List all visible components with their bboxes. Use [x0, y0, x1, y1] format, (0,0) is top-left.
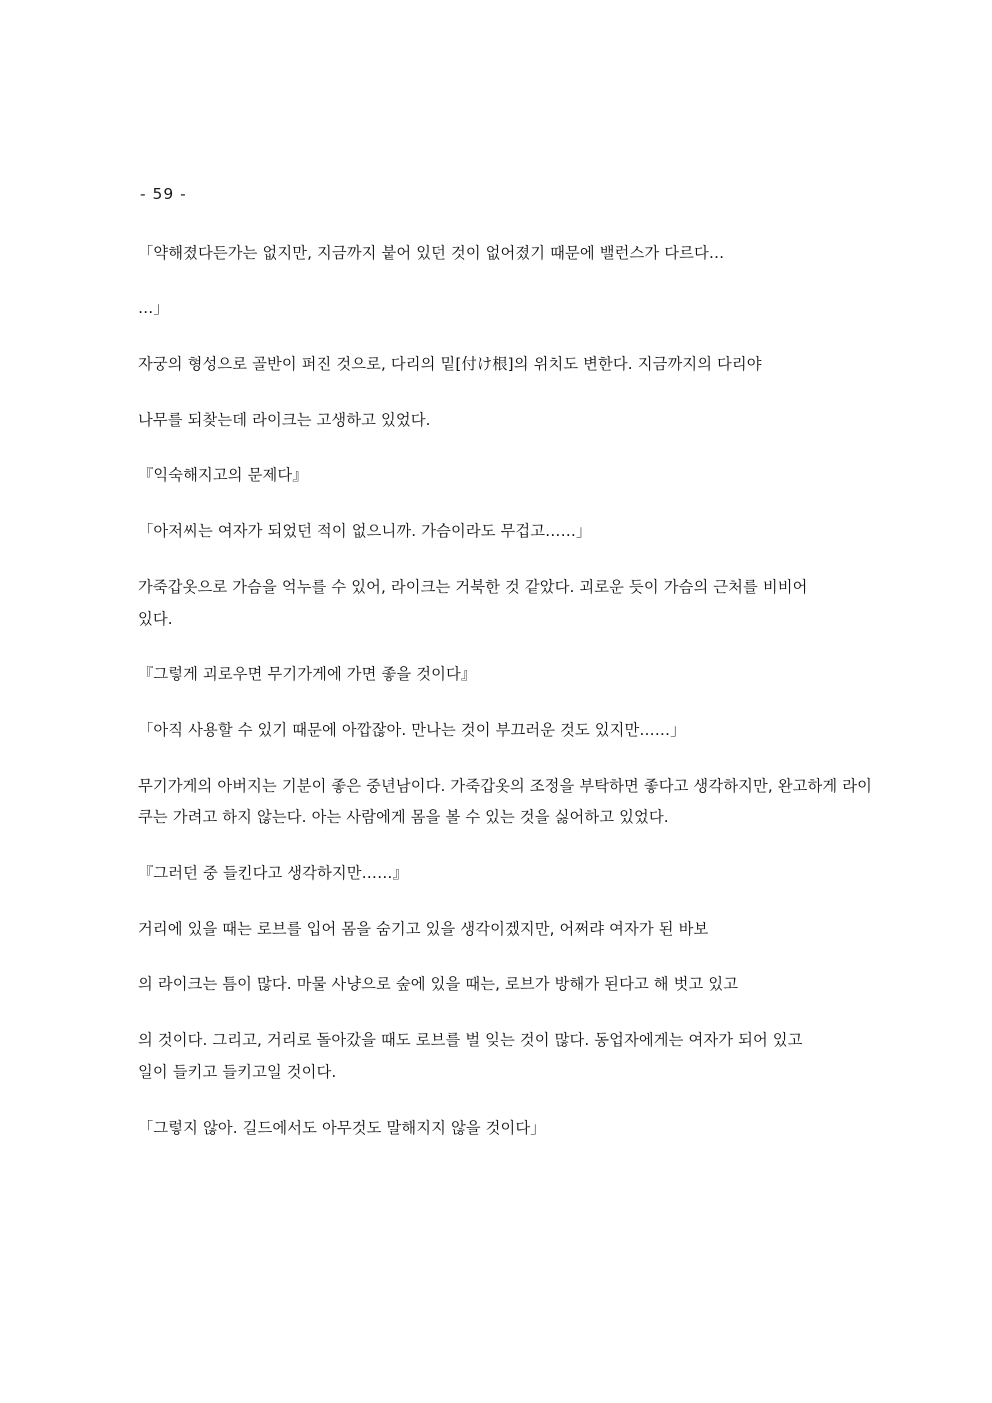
paragraph: 가죽갑옷으로 가슴을 억누를 수 있어, 라이크는 거북한 것 같았다. 괴로운 듯이 가슴의 근처를 비비어: [138, 577, 808, 596]
paragraph: 자궁의 형성으로 골반이 퍼진 것으로, 다리의 밑[付け根]의 위치도 변한다. 지금까지의 다리야: [138, 355, 762, 373]
paragraph: 「아직 사용할 수 있기 때문에 아깝잖아. 만나는 것이 부끄러운 것도 있지만……」: [138, 720, 686, 739]
paragraph: 쿠는 가려고 하지 않는다. 아는 사람에게 몸을 볼 수 있는 것을 싫어하고 있었다.: [138, 808, 669, 827]
paragraph: 있다.: [138, 609, 173, 628]
paragraph: 「아저씨는 여자가 되었던 적이 없으니까. 가슴이라도 무겁고……」: [138, 522, 592, 541]
paragraph: 의 것이다. 그리고, 거리로 돌아갔을 때도 로브를 벌 잊는 것이 많다. 동업자에게는 여자가 되어 있고: [138, 1031, 803, 1050]
paragraph: 거리에 있을 때는 로브를 입어 몸을 숨기고 있을 생각이겠지만, 어쩌랴 여자가 된 바보: [138, 919, 709, 938]
paragraph: 『익숙해지고의 문제다』: [138, 466, 308, 485]
page-number: - 59 -: [140, 185, 187, 203]
paragraph: 『그렇게 괴로우면 무기가게에 가면 좋을 것이다』: [138, 665, 477, 684]
paragraph: 「그렇지 않아. 길드에서도 아무것도 말해지지 않을 것이다」: [138, 1118, 546, 1137]
paragraph: …」: [138, 299, 169, 318]
paragraph: 「약해졌다든가는 없지만, 지금까지 붙어 있던 것이 없어졌기 때문에 밸런스가 다르다…: [138, 243, 725, 262]
paragraph: 일이 들키고 들키고일 것이다.: [138, 1062, 337, 1081]
paragraph: 나무를 되찾는데 라이크는 고생하고 있었다.: [138, 410, 431, 429]
paragraph: 『그러던 중 들킨다고 생각하지만……』: [138, 864, 408, 883]
paragraph: 의 라이크는 틈이 많다. 마물 사냥으로 숲에 있을 때는, 로브가 방해가 된다고 해 벗고 있고: [138, 975, 739, 994]
paragraph: 무기가게의 아버지는 기분이 좋은 중년남이다. 가죽갑옷의 조정을 부탁하면 좋다고 생각하지만, 완고하게 라이: [138, 776, 872, 795]
